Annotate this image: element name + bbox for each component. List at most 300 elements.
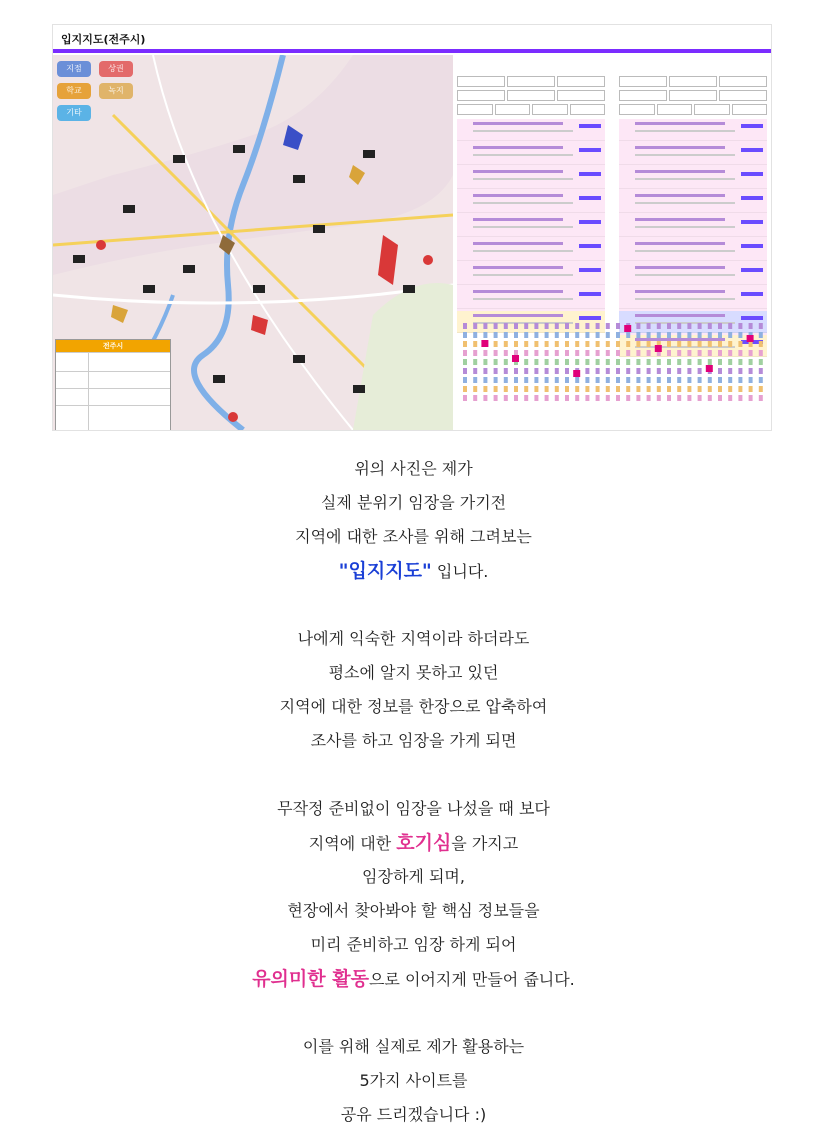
chart-dot xyxy=(616,395,620,401)
text-line-highlight xyxy=(0,962,827,996)
chart-dot xyxy=(728,395,732,401)
chart-dot xyxy=(565,350,569,356)
chart-dot xyxy=(698,368,702,374)
chart-dot xyxy=(565,359,569,365)
chart-dot xyxy=(565,323,569,329)
chart-dot xyxy=(545,341,549,347)
chart-dot xyxy=(534,323,538,329)
chart-dot xyxy=(718,323,722,329)
chart-dot xyxy=(738,341,742,347)
chart-dot xyxy=(616,359,620,365)
chart-dot xyxy=(483,377,487,383)
chart-dot xyxy=(759,386,763,392)
chart-dot xyxy=(514,332,518,338)
chart-highlight-marker xyxy=(747,335,754,342)
chart-dot xyxy=(749,395,753,401)
chart-dot xyxy=(687,332,691,338)
chart-dot xyxy=(545,386,549,392)
chart-dot xyxy=(728,341,732,347)
legend-branch: 지점 xyxy=(57,61,91,77)
chart-dot xyxy=(677,386,681,392)
chart-dot xyxy=(636,332,640,338)
chart-dot xyxy=(626,386,630,392)
chart-dot xyxy=(463,359,467,365)
chart-dot xyxy=(749,323,753,329)
legend-other: 기타 xyxy=(57,105,91,121)
chart-dot xyxy=(494,323,498,329)
chart-dot xyxy=(708,359,712,365)
chart-dot xyxy=(565,377,569,383)
chart-dot xyxy=(698,341,702,347)
chart-dot xyxy=(708,341,712,347)
chart-dot xyxy=(708,323,712,329)
chart-dot xyxy=(463,386,467,392)
chart-dot xyxy=(514,377,518,383)
chart-dot xyxy=(626,341,630,347)
text-line: 무작정 준비없이 임장을 나섰을 때 보다 xyxy=(277,799,550,818)
chart-dot xyxy=(534,359,538,365)
chart-dot xyxy=(524,332,528,338)
chart-dot xyxy=(718,368,722,374)
chart-dot xyxy=(494,359,498,365)
chart-dot xyxy=(636,377,640,383)
chart-dot xyxy=(647,323,651,329)
chart-dot xyxy=(575,386,579,392)
chart-dot xyxy=(606,341,610,347)
chart-dot xyxy=(708,377,712,383)
chart-dot xyxy=(555,395,559,401)
chart-dot xyxy=(687,386,691,392)
chart-dot xyxy=(636,359,640,365)
chart-dot xyxy=(596,368,600,374)
chart-dot xyxy=(738,377,742,383)
chart-dot xyxy=(524,377,528,383)
chart-dot xyxy=(759,377,763,383)
chart-dot xyxy=(514,323,518,329)
chart-dot xyxy=(667,359,671,365)
highlight-meaningful-activity: 유의미한 활동 xyxy=(252,968,369,990)
chart-dot xyxy=(575,323,579,329)
chart-dot xyxy=(534,377,538,383)
chart-dot xyxy=(596,377,600,383)
text-span: 을 가지고 xyxy=(451,834,519,853)
chart-dot xyxy=(677,368,681,374)
chart-dot xyxy=(596,386,600,392)
chart-dot xyxy=(494,332,498,338)
chart-dot xyxy=(545,350,549,356)
chart-dot xyxy=(657,323,661,329)
chart-dot xyxy=(728,386,732,392)
chart-dot xyxy=(636,341,640,347)
chart-dot xyxy=(606,386,610,392)
chart-dot xyxy=(749,350,753,356)
map-image xyxy=(53,55,453,430)
chart-dot xyxy=(555,359,559,365)
chart-dot xyxy=(494,377,498,383)
chart-dot xyxy=(545,332,549,338)
text-line: 이를 위해 실제로 제가 활용하는 xyxy=(302,1037,525,1056)
chart-dot xyxy=(596,350,600,356)
chart-dot xyxy=(718,350,722,356)
highlight-ipji-map: "입지지도" xyxy=(338,560,432,582)
ranking-panel-left xyxy=(457,55,605,340)
chart-dot xyxy=(647,350,651,356)
chart-dot xyxy=(575,395,579,401)
chart-dot xyxy=(524,341,528,347)
chart-dot xyxy=(708,350,712,356)
chart-dot xyxy=(494,341,498,347)
legend-school: 학교 xyxy=(57,83,91,99)
chart-dot xyxy=(728,377,732,383)
chart-dot xyxy=(728,332,732,338)
chart-dot xyxy=(473,377,477,383)
chart-dot xyxy=(626,368,630,374)
chart-dot xyxy=(657,395,661,401)
chart-dot xyxy=(728,350,732,356)
chart-highlight-marker xyxy=(624,325,631,332)
text-line: 나에게 익숙한 지역이라 하더라도 xyxy=(297,629,530,648)
chart-highlight-marker xyxy=(573,370,580,377)
chart-dot xyxy=(534,368,538,374)
chart-dot xyxy=(606,332,610,338)
chart-dot xyxy=(647,341,651,347)
chart-dot xyxy=(575,377,579,383)
chart-dot xyxy=(585,386,589,392)
chart-dot xyxy=(483,395,487,401)
chart-dot xyxy=(483,350,487,356)
chart-dot xyxy=(647,368,651,374)
chart-dot xyxy=(534,332,538,338)
chart-dot xyxy=(524,323,528,329)
chart-dot xyxy=(473,359,477,365)
text-span: 으로 이어지게 만들어 줍니다. xyxy=(368,970,575,989)
chart-dot xyxy=(575,350,579,356)
chart-dot xyxy=(749,386,753,392)
chart-dot xyxy=(585,377,589,383)
chart-dot xyxy=(667,386,671,392)
chart-dot xyxy=(687,341,691,347)
chart-dot xyxy=(463,323,467,329)
chart-dot xyxy=(504,350,508,356)
chart-dot xyxy=(504,323,508,329)
chart-dot xyxy=(708,332,712,338)
chart-dot xyxy=(494,368,498,374)
chart-dot xyxy=(463,377,467,383)
chart-highlight-marker xyxy=(481,340,488,347)
legend-green: 녹지 xyxy=(99,83,133,99)
chart-dot xyxy=(718,341,722,347)
chart-dot xyxy=(667,323,671,329)
chart-dot xyxy=(545,323,549,329)
chart-dot xyxy=(647,377,651,383)
chart-dot xyxy=(677,350,681,356)
chart-dot xyxy=(647,395,651,401)
chart-dot xyxy=(483,386,487,392)
chart-dot xyxy=(616,368,620,374)
text-line-highlight xyxy=(0,826,827,860)
chart-dot xyxy=(657,368,661,374)
price-dot-chart xyxy=(457,315,769,425)
chart-dot xyxy=(565,332,569,338)
chart-dot xyxy=(657,332,661,338)
chart-dot xyxy=(473,395,477,401)
chart-dot xyxy=(585,368,589,374)
chart-dot xyxy=(504,395,508,401)
chart-dot xyxy=(534,386,538,392)
chart-dot xyxy=(565,341,569,347)
info-table-title: 전주시 xyxy=(56,340,170,352)
chart-dot xyxy=(749,359,753,365)
chart-dot xyxy=(504,341,508,347)
text-line: 평소에 알지 못하고 있던 xyxy=(328,663,499,682)
chart-dot xyxy=(647,386,651,392)
chart-dot xyxy=(759,332,763,338)
text-line: 지역에 대한 정보를 한장으로 압축하여 xyxy=(279,697,548,716)
chart-dot xyxy=(473,350,477,356)
chart-dot xyxy=(606,395,610,401)
chart-dot xyxy=(585,350,589,356)
chart-dot xyxy=(596,332,600,338)
chart-dot xyxy=(555,368,559,374)
chart-dot xyxy=(728,368,732,374)
chart-dot xyxy=(677,341,681,347)
chart-dot xyxy=(647,332,651,338)
chart-dot xyxy=(687,359,691,365)
chart-dot xyxy=(616,323,620,329)
chart-dot xyxy=(636,386,640,392)
chart-dot xyxy=(494,350,498,356)
chart-dot xyxy=(483,359,487,365)
chart-dot xyxy=(524,368,528,374)
chart-dot xyxy=(463,341,467,347)
chart-dot xyxy=(636,323,640,329)
chart-dot xyxy=(677,395,681,401)
chart-dot xyxy=(677,332,681,338)
text-line: 임장하게 되며, xyxy=(362,867,465,886)
text-line: 위의 사진은 제가 xyxy=(354,459,473,478)
chart-dot xyxy=(555,332,559,338)
chart-dot xyxy=(738,323,742,329)
chart-dot xyxy=(718,332,722,338)
chart-dot xyxy=(667,341,671,347)
chart-dot xyxy=(606,359,610,365)
chart-dot xyxy=(687,350,691,356)
chart-highlight-marker xyxy=(706,365,713,372)
chart-dot xyxy=(626,359,630,365)
chart-dot xyxy=(616,341,620,347)
text-line: 조사를 하고 임장을 가게 되면 xyxy=(310,731,517,750)
chart-dot xyxy=(585,332,589,338)
chart-dot xyxy=(616,377,620,383)
chart-dot xyxy=(545,359,549,365)
chart-dot xyxy=(708,386,712,392)
chart-dot xyxy=(473,341,477,347)
chart-dot xyxy=(494,395,498,401)
chart-dot xyxy=(749,377,753,383)
chart-dot xyxy=(647,359,651,365)
chart-dot xyxy=(524,395,528,401)
chart-dot xyxy=(596,323,600,329)
chart-highlight-marker xyxy=(655,345,662,352)
ranking-panel-right xyxy=(619,55,767,340)
chart-dot xyxy=(606,350,610,356)
chart-dot xyxy=(687,377,691,383)
chart-dot xyxy=(738,368,742,374)
city-info-table xyxy=(55,339,171,430)
chart-dot xyxy=(759,350,763,356)
chart-dot xyxy=(718,386,722,392)
text-line: 미리 준비하고 임장 하게 되어 xyxy=(310,935,517,954)
text-line: 공유 드리겠습니다 :) xyxy=(340,1105,487,1124)
chart-dot xyxy=(677,377,681,383)
chart-dot xyxy=(555,350,559,356)
chart-dot xyxy=(657,359,661,365)
chart-dot xyxy=(606,368,610,374)
chart-dot xyxy=(759,341,763,347)
chart-dot xyxy=(698,359,702,365)
chart-dot xyxy=(575,359,579,365)
chart-dot xyxy=(555,323,559,329)
chart-dot xyxy=(514,368,518,374)
chart-dot xyxy=(687,368,691,374)
chart-dot xyxy=(667,368,671,374)
chart-dot xyxy=(626,332,630,338)
chart-dot xyxy=(596,341,600,347)
chart-dot xyxy=(463,395,467,401)
chart-dot xyxy=(667,395,671,401)
chart-dot xyxy=(606,377,610,383)
location-map-figure xyxy=(52,24,772,431)
chart-dot xyxy=(698,377,702,383)
chart-dot xyxy=(565,395,569,401)
chart-dot xyxy=(626,395,630,401)
chart-highlight-marker xyxy=(512,355,519,362)
chart-dot xyxy=(504,377,508,383)
chart-dot xyxy=(575,332,579,338)
highlight-curiosity: 호기심 xyxy=(396,832,452,854)
chart-dot xyxy=(565,368,569,374)
chart-dot xyxy=(759,368,763,374)
chart-dot xyxy=(728,359,732,365)
chart-dot xyxy=(667,377,671,383)
text-line: 현장에서 찾아봐야 할 핵심 정보들을 xyxy=(287,901,540,920)
figure-accent-bar xyxy=(53,49,771,53)
chart-dot xyxy=(555,377,559,383)
chart-dot xyxy=(463,332,467,338)
chart-dot xyxy=(687,395,691,401)
chart-dot xyxy=(483,368,487,374)
text-line-highlight xyxy=(0,554,827,588)
chart-dot xyxy=(698,332,702,338)
article-body xyxy=(0,452,827,1132)
chart-dot xyxy=(738,359,742,365)
chart-dot xyxy=(626,377,630,383)
chart-dot xyxy=(728,323,732,329)
chart-dot xyxy=(504,332,508,338)
chart-dot xyxy=(524,350,528,356)
chart-dot xyxy=(596,359,600,365)
chart-dot xyxy=(759,359,763,365)
chart-dot xyxy=(749,368,753,374)
chart-dot xyxy=(514,395,518,401)
chart-dot xyxy=(494,386,498,392)
chart-dot xyxy=(616,350,620,356)
chart-dot xyxy=(585,395,589,401)
text-line: 지역에 대한 조사를 위해 그려보는 xyxy=(295,527,532,546)
chart-dot xyxy=(575,341,579,347)
chart-dot xyxy=(545,377,549,383)
chart-dot xyxy=(759,395,763,401)
chart-dot xyxy=(504,359,508,365)
chart-dot xyxy=(708,395,712,401)
chart-dot xyxy=(698,350,702,356)
chart-dot xyxy=(657,386,661,392)
chart-dot xyxy=(585,359,589,365)
chart-dot xyxy=(504,386,508,392)
chart-dot xyxy=(483,323,487,329)
chart-dot xyxy=(463,368,467,374)
figure-title: 입지지도(전주시) xyxy=(61,33,146,46)
text-span: 입니다. xyxy=(431,562,489,581)
chart-dot xyxy=(473,386,477,392)
chart-dot xyxy=(483,332,487,338)
chart-dot xyxy=(636,350,640,356)
chart-dot xyxy=(534,341,538,347)
chart-dot xyxy=(667,350,671,356)
text-line: 실제 분위기 임장을 가기전 xyxy=(320,493,507,512)
chart-dot xyxy=(514,341,518,347)
chart-dot xyxy=(636,395,640,401)
legend-commerce: 상권 xyxy=(99,61,133,77)
chart-dot xyxy=(698,395,702,401)
chart-dot xyxy=(473,323,477,329)
chart-dot xyxy=(738,395,742,401)
chart-dot xyxy=(606,323,610,329)
chart-dot xyxy=(718,395,722,401)
chart-dot xyxy=(596,395,600,401)
chart-dot xyxy=(524,359,528,365)
chart-dot xyxy=(585,341,589,347)
chart-dot xyxy=(616,332,620,338)
chart-dot xyxy=(698,386,702,392)
chart-dot xyxy=(534,350,538,356)
chart-dot xyxy=(473,368,477,374)
chart-dot xyxy=(616,386,620,392)
chart-dot xyxy=(534,395,538,401)
chart-dot xyxy=(473,332,477,338)
chart-dot xyxy=(738,332,742,338)
text-line: 5가지 사이트를 xyxy=(359,1071,468,1090)
chart-dot xyxy=(657,377,661,383)
chart-dot xyxy=(738,386,742,392)
chart-dot xyxy=(718,377,722,383)
chart-dot xyxy=(626,350,630,356)
chart-dot xyxy=(738,350,742,356)
chart-dot xyxy=(718,359,722,365)
chart-dot xyxy=(514,386,518,392)
chart-dot xyxy=(698,323,702,329)
chart-dot xyxy=(677,323,681,329)
chart-dot xyxy=(585,323,589,329)
chart-dot xyxy=(759,323,763,329)
chart-dot xyxy=(677,359,681,365)
chart-dot xyxy=(636,368,640,374)
chart-dot xyxy=(667,332,671,338)
chart-dot xyxy=(524,386,528,392)
chart-dot xyxy=(545,395,549,401)
chart-dot xyxy=(565,386,569,392)
chart-dot xyxy=(545,368,549,374)
